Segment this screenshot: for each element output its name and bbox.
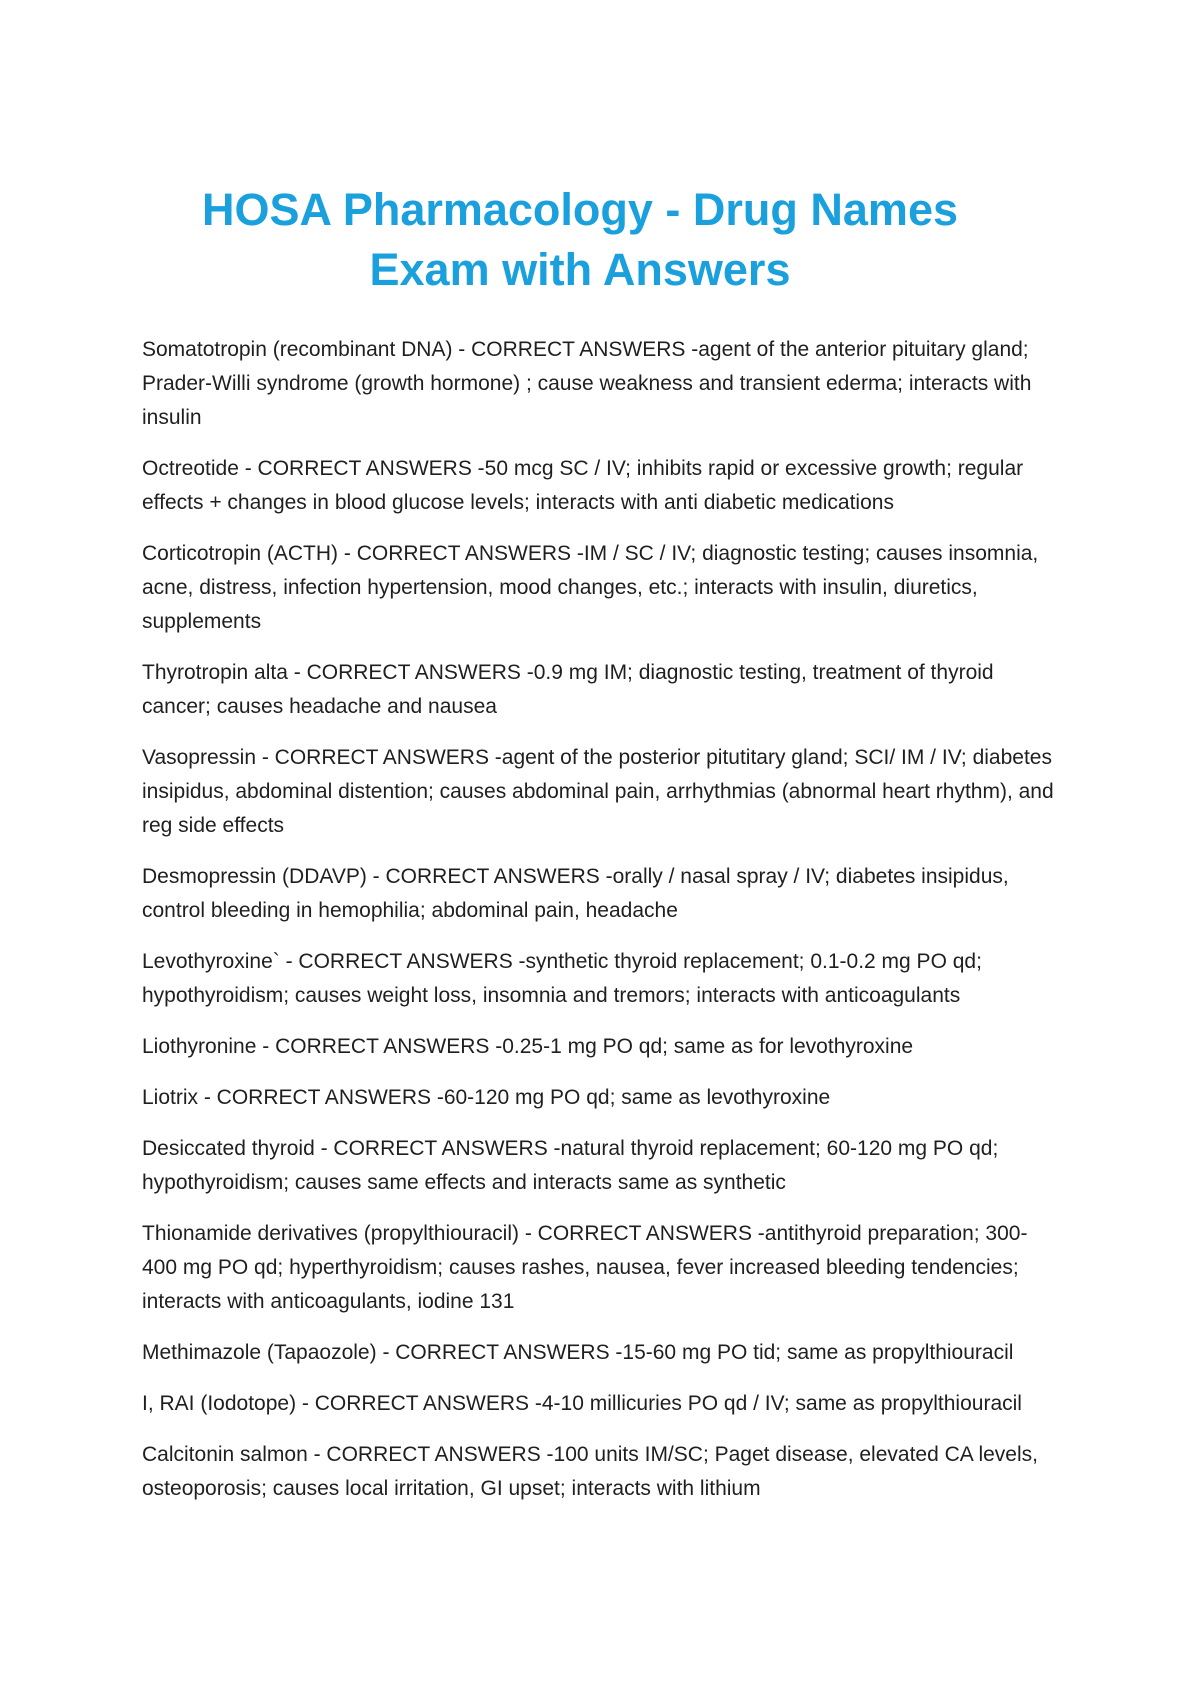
entry-calcitonin-salmon: Calcitonin salmon - CORRECT ANSWERS -100 units IM/SC; Paget disease, elevated CA levels, osteoporosis; causes local irritation, GI upset; interacts with lithium <box>142 1443 1038 1500</box>
entry-octreotide: Octreotide - CORRECT ANSWERS -50 mcg SC / IV; inhibits rapid or excessive growth; regular effects + changes in blood glucose levels; interacts with anti diabetic medications <box>142 457 1024 514</box>
entry-list <box>142 333 1062 1523</box>
document-title <box>150 180 1010 300</box>
entry-desmopressin: Desmopressin (DDAVP) - CORRECT ANSWERS -orally / nasal spray / IV; diabetes insipidus, control bleeding in hemophilia; abdominal pain, headache <box>142 865 1009 922</box>
entry-thyrotropin-alta: Thyrotropin alta - CORRECT ANSWERS -0.9 mg IM; diagnostic testing, treatment of thyroid cancer; causes headache and nausea <box>142 661 994 718</box>
entry-methimazole: Methimazole (Tapaozole) - CORRECT ANSWERS -15-60 mg PO tid; same as propylthiouracil <box>142 1341 1014 1364</box>
entry-vasopressin: Vasopressin - CORRECT ANSWERS -agent of the posterior pitutitary gland; SCI/ IM / IV; diabetes insipidus, abdominal distention; causes abdominal pain, arrhythmias (abnormal heart rhythm), and reg side effects <box>142 746 1054 837</box>
title-line-1: HOSA Pharmacology - Drug Names <box>201 184 958 236</box>
title-line-2: Exam with Answers <box>369 244 791 296</box>
entry-levothyroxine: Levothyroxine` - CORRECT ANSWERS -synthetic thyroid replacement; 0.1-0.2 mg PO qd; hypothyroidism; causes weight loss, insomnia and tremors; interacts with anticoagulants <box>142 950 982 1007</box>
entry-somatotropin: Somatotropin (recombinant DNA) - CORRECT ANSWERS -agent of the anterior pituitary gland; Prader-Willi syndrome (growth hormone) ; cause weakness and transient ederma; interacts with insulin <box>142 338 1032 429</box>
entry-thionamide-derivatives: Thionamide derivatives (propylthiouracil) - CORRECT ANSWERS -antithyroid preparation; 300-400 mg PO qd; hyperthyroidism; causes rashes, nausea, fever increased bleeding tendencies; interacts with anticoagulants, iodine 131 <box>142 1222 1028 1313</box>
entry-desiccated-thyroid: Desiccated thyroid - CORRECT ANSWERS -natural thyroid replacement; 60-120 mg PO qd; hypothyroidism; causes same effects and interacts same as synthetic <box>142 1137 999 1194</box>
entry-liothyronine: Liothyronine - CORRECT ANSWERS -0.25-1 mg PO qd; same as for levothyroxine <box>142 1035 914 1058</box>
entry-liotrix: Liotrix - CORRECT ANSWERS -60-120 mg PO qd; same as levothyroxine <box>142 1086 831 1109</box>
entry-iodotope: I, RAI (Iodotope) - CORRECT ANSWERS -4-10 millicuries PO qd / IV; same as propylthiouracil <box>142 1392 1022 1415</box>
entry-corticotropin: Corticotropin (ACTH) - CORRECT ANSWERS -IM / SC / IV; diagnostic testing; causes insomnia, acne, distress, infection hypertension, mood changes, etc.; interacts with insulin, diuretics, supplements <box>142 542 1039 633</box>
